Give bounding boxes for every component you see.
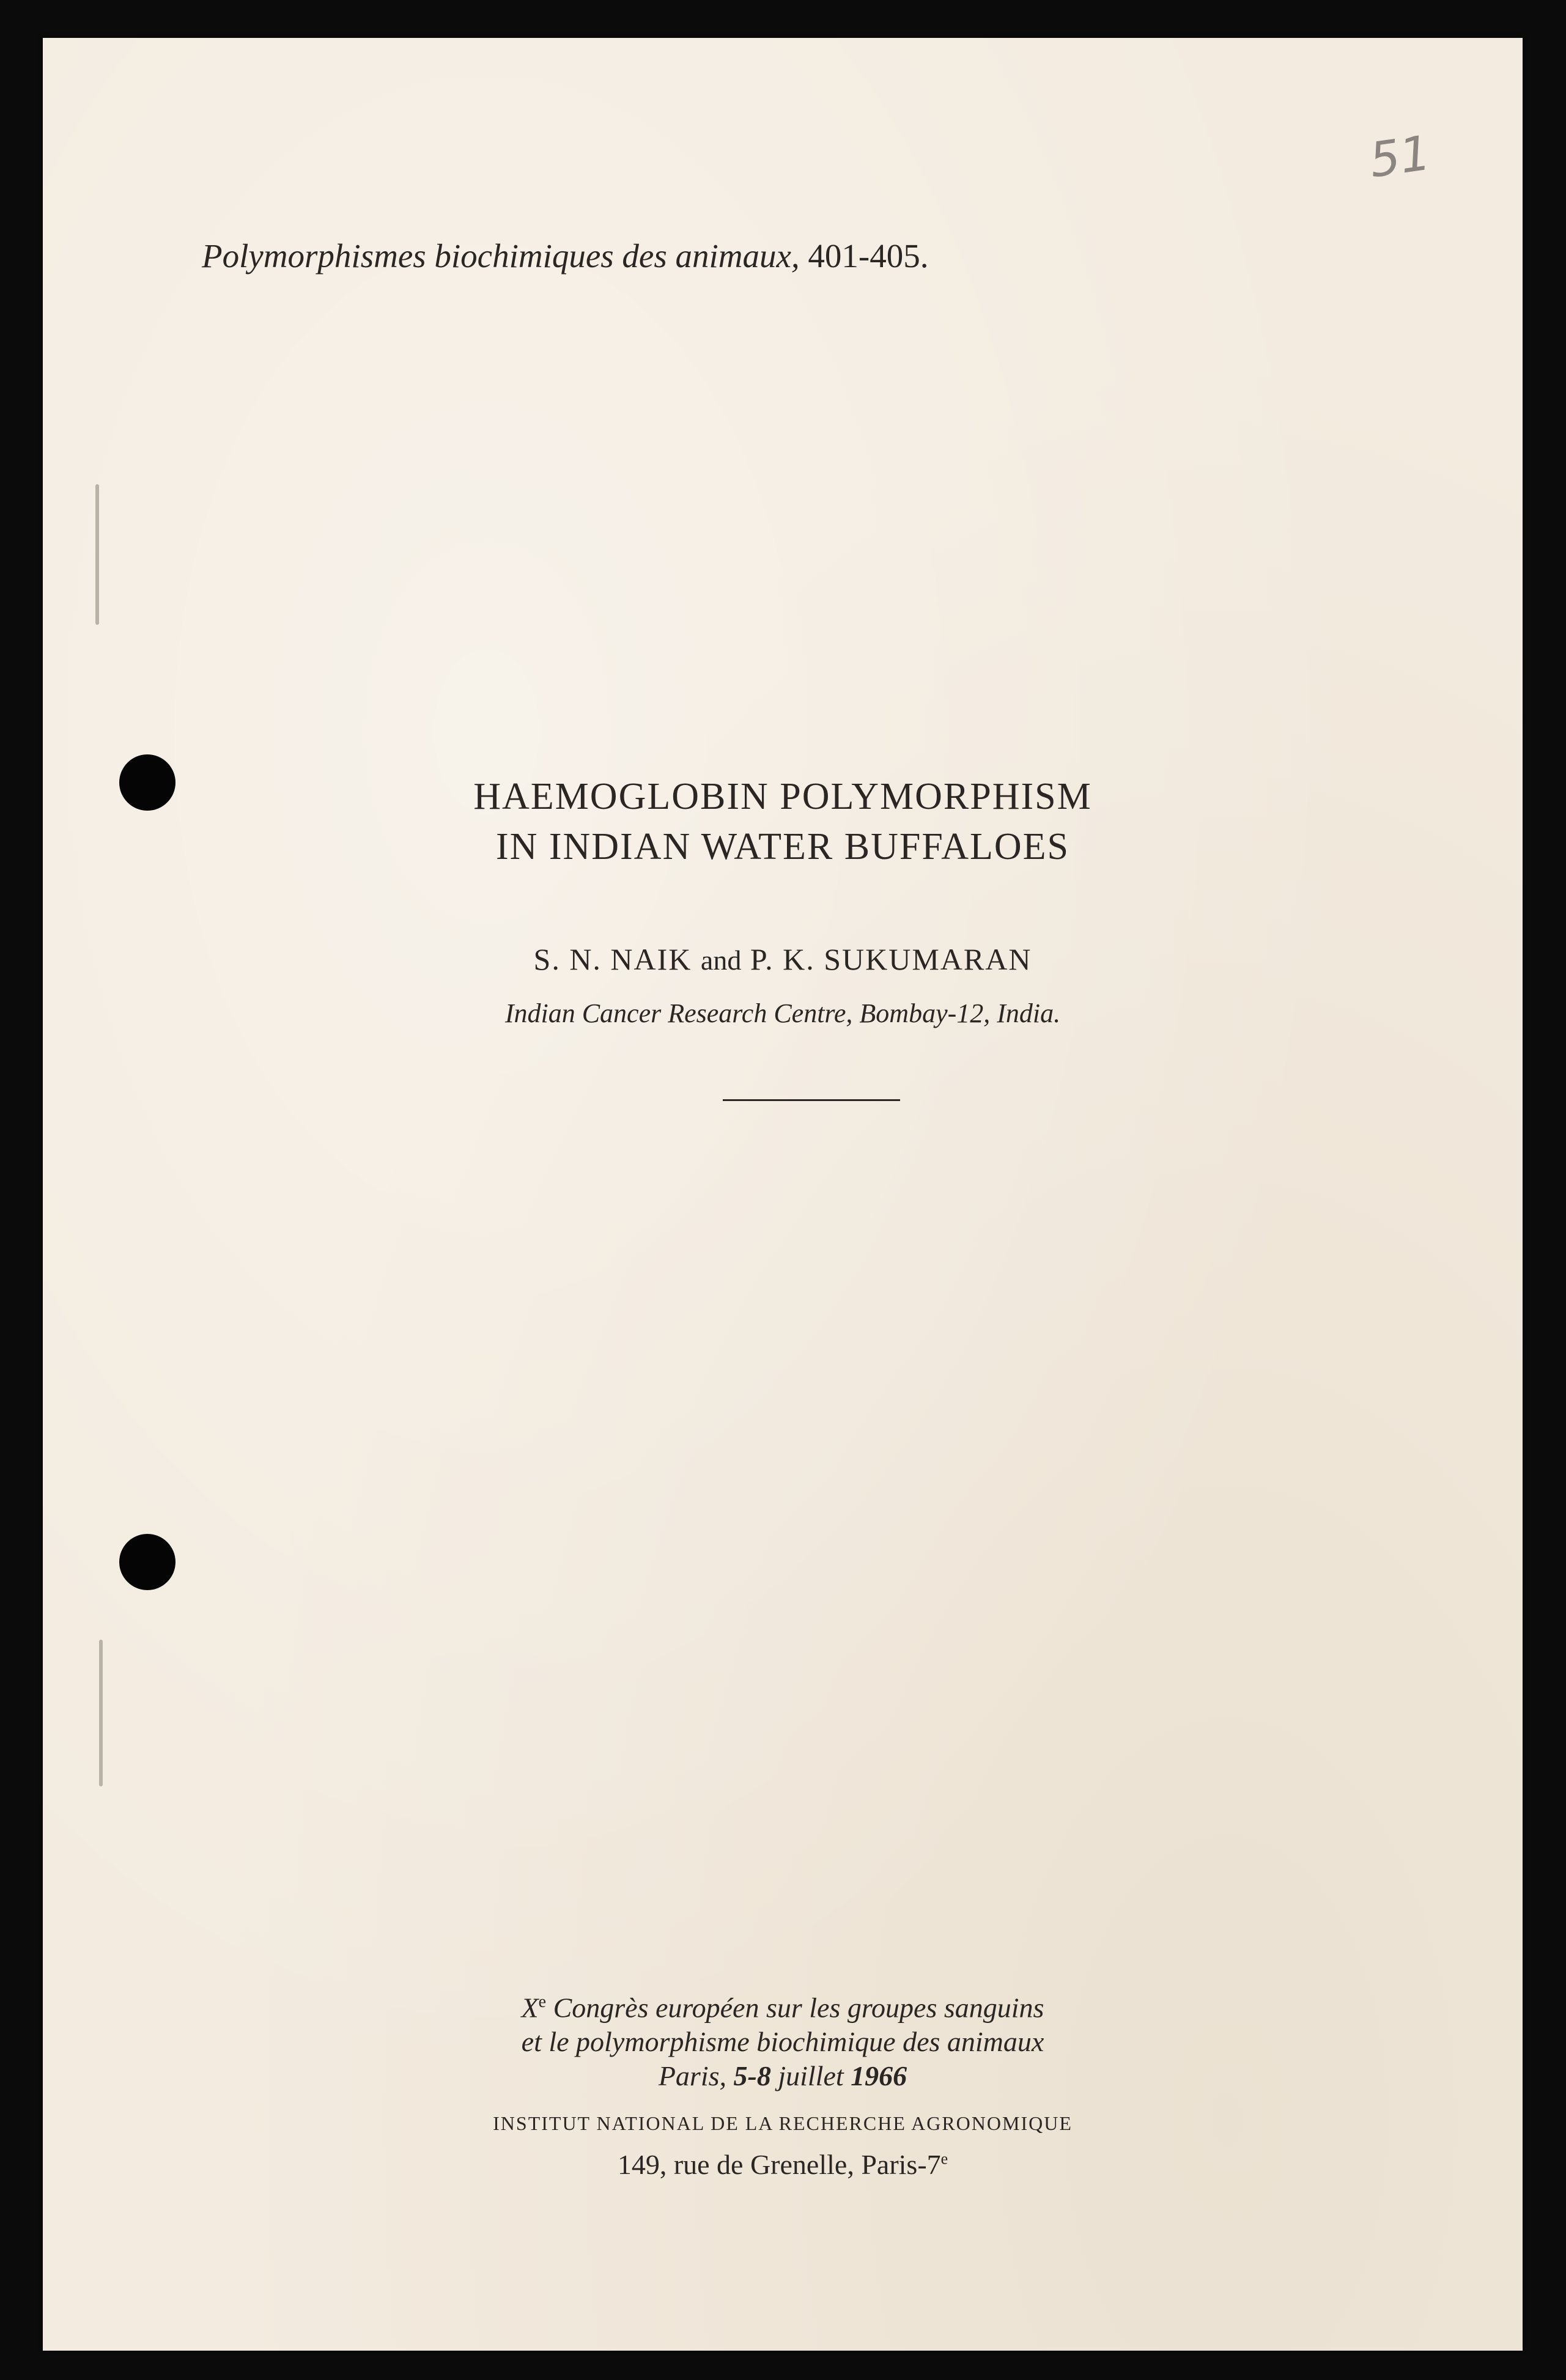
congress-info — [43, 1985, 1523, 2093]
article-title — [43, 772, 1523, 872]
publisher-address-suffix: e — [940, 2150, 948, 2168]
article-title-line-1: HAEMOGLOBIN POLYMORPHISM — [473, 776, 1092, 817]
congress-place: Paris, — [658, 2060, 727, 2092]
separator-rule — [723, 1099, 900, 1101]
journal-citation-title: Polymorphismes biochimiques des animaux, — [202, 237, 800, 274]
publisher-name: INSTITUT NATIONAL DE LA RECHERCHE AGRONOMIQUE — [493, 2112, 1073, 2134]
author-list — [43, 941, 1523, 977]
congress-dates: 5-8 — [733, 2060, 771, 2092]
publisher-address — [43, 2148, 1523, 2181]
journal-citation-pages: 401-405. — [808, 237, 929, 274]
author-affiliation: Indian Cancer Research Centre, Bombay-12, India. — [504, 998, 1061, 1028]
congress-name: Congrès européen sur les groupes sanguins — [553, 1992, 1044, 2024]
journal-citation — [202, 237, 928, 275]
congress-month: juillet — [778, 2060, 844, 2092]
congress-line-2: et le polymorphisme biochimique des animaux — [521, 2026, 1044, 2058]
congress-ordinal: X — [521, 1992, 539, 2024]
staple-mark-top — [95, 484, 99, 625]
author-conjunction: and — [700, 945, 742, 976]
congress-ordinal-suffix: e — [538, 1992, 547, 2011]
congress-line-1 — [43, 1985, 1523, 2025]
punch-hole-bottom — [119, 1534, 175, 1590]
article-title-line-2: IN INDIAN WATER BUFFALOES — [495, 826, 1070, 868]
document-page — [43, 38, 1523, 2351]
congress-year: 1966 — [851, 2060, 907, 2092]
author-naik: S. N. NAIK — [533, 942, 692, 976]
publisher-address-text: 149, rue de Grenelle, Paris-7 — [617, 2149, 941, 2180]
congress-line-3 — [43, 2059, 1523, 2093]
staple-mark-bottom — [99, 1640, 103, 1786]
handwritten-page-mark: 51 — [1366, 125, 1435, 189]
author-sukumaran: P. K. SUKUMARAN — [750, 942, 1032, 976]
